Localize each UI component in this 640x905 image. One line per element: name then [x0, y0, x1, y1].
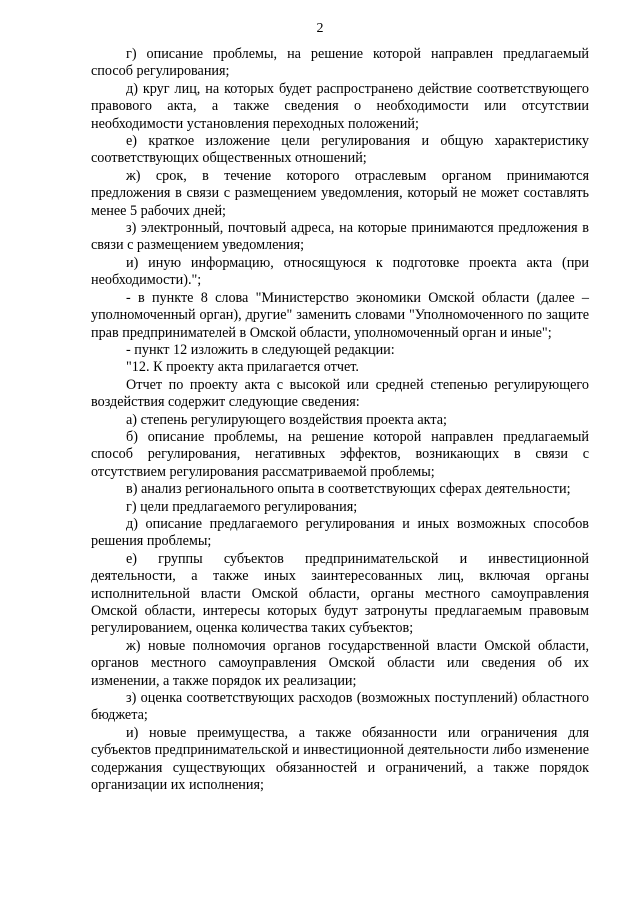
- amendment-point-8: - в пункте 8 слова "Министерство экономики Омской области (далее – уполномоченный орган), другие" заменить словами "Уполномоченного по защите прав предпринимателей в Омской области, уполномоченный орган и иные";: [91, 289, 589, 341]
- document-body: [91, 46, 589, 794]
- paragraph-g-problem-description: г) описание проблемы, на решение которой направлен предлагаемый способ регулирования;: [91, 46, 589, 80]
- paragraph-i-other-info: и) иную информацию, относящуюся к подготовке проекта акта (при необходимости).";: [91, 254, 589, 289]
- report-item-a: а) степень регулирующего воздействия проекта акта;: [126, 411, 447, 428]
- report-item-g: г) цели предлагаемого регулирования;: [126, 498, 358, 515]
- report-item-v: в) анализ регионального опыта в соответствующих сферах деятельности;: [126, 481, 571, 498]
- amendment-point-12-intro: - пункт 12 изложить в следующей редакции:: [126, 341, 395, 358]
- page-number: 2: [316, 21, 324, 36]
- report-item-i: и) новые преимущества, а также обязанности или ограничения для субъектов предпринимательской и инвестиционной деятельности либо изменение содержания существующих обязанностей и ограничений, а также порядок организации их исполнения;: [91, 724, 589, 794]
- report-contents-intro: Отчет по проекту акта с высокой или средней степенью регулирующего воздействия содержит следующие сведения:: [91, 376, 589, 411]
- report-item-e: е) группы субъектов предпринимательской и инвестиционной деятельности, а также иных заинтересованных лиц, включая органы исполнительной власти Омской области, органы местного самоуправления Омской области, интересы которых будут затронуты предлагаемым правовым регулированием, оценка количества таких субъектов;: [91, 550, 589, 637]
- report-item-d: д) описание предлагаемого регулирования и иных возможных способов решения проблемы;: [91, 515, 589, 550]
- paragraph-e-regulation-goal: е) краткое изложение цели регулирования и общую характеристику соответствующих общественных отношений;: [91, 133, 589, 167]
- paragraph-zh-deadline: ж) срок, в течение которого отраслевым органом принимаются предложения в связи с размещением уведомления, который не может составлять менее 5 рабочих дней;: [91, 167, 589, 219]
- paragraph-d-affected-persons: д) круг лиц, на которых будет распространено действие соответствующего правового акта, а также сведения о необходимости или отсутствии необходимости установления переходных положений;: [91, 80, 589, 132]
- paragraph-z-addresses: з) электронный, почтовый адреса, на которые принимаются предложения в связи с размещением уведомления;: [91, 220, 589, 254]
- report-item-zh: ж) новые полномочия органов государственной власти Омской области, органов местного самоуправления Омской области или сведения об их изменении, а также порядок их реализации;: [91, 637, 589, 689]
- report-item-b: б) описание проблемы, на решение которой направлен предлагаемый способ регулирования, негативных эффектов, возникающих в связи с отсутствием регулирования рассматриваемой проблемы;: [91, 428, 589, 480]
- report-item-z: з) оценка соответствующих расходов (возможных поступлений) областного бюджета;: [91, 690, 589, 724]
- point-12-heading: "12. К проекту акта прилагается отчет.: [126, 359, 359, 376]
